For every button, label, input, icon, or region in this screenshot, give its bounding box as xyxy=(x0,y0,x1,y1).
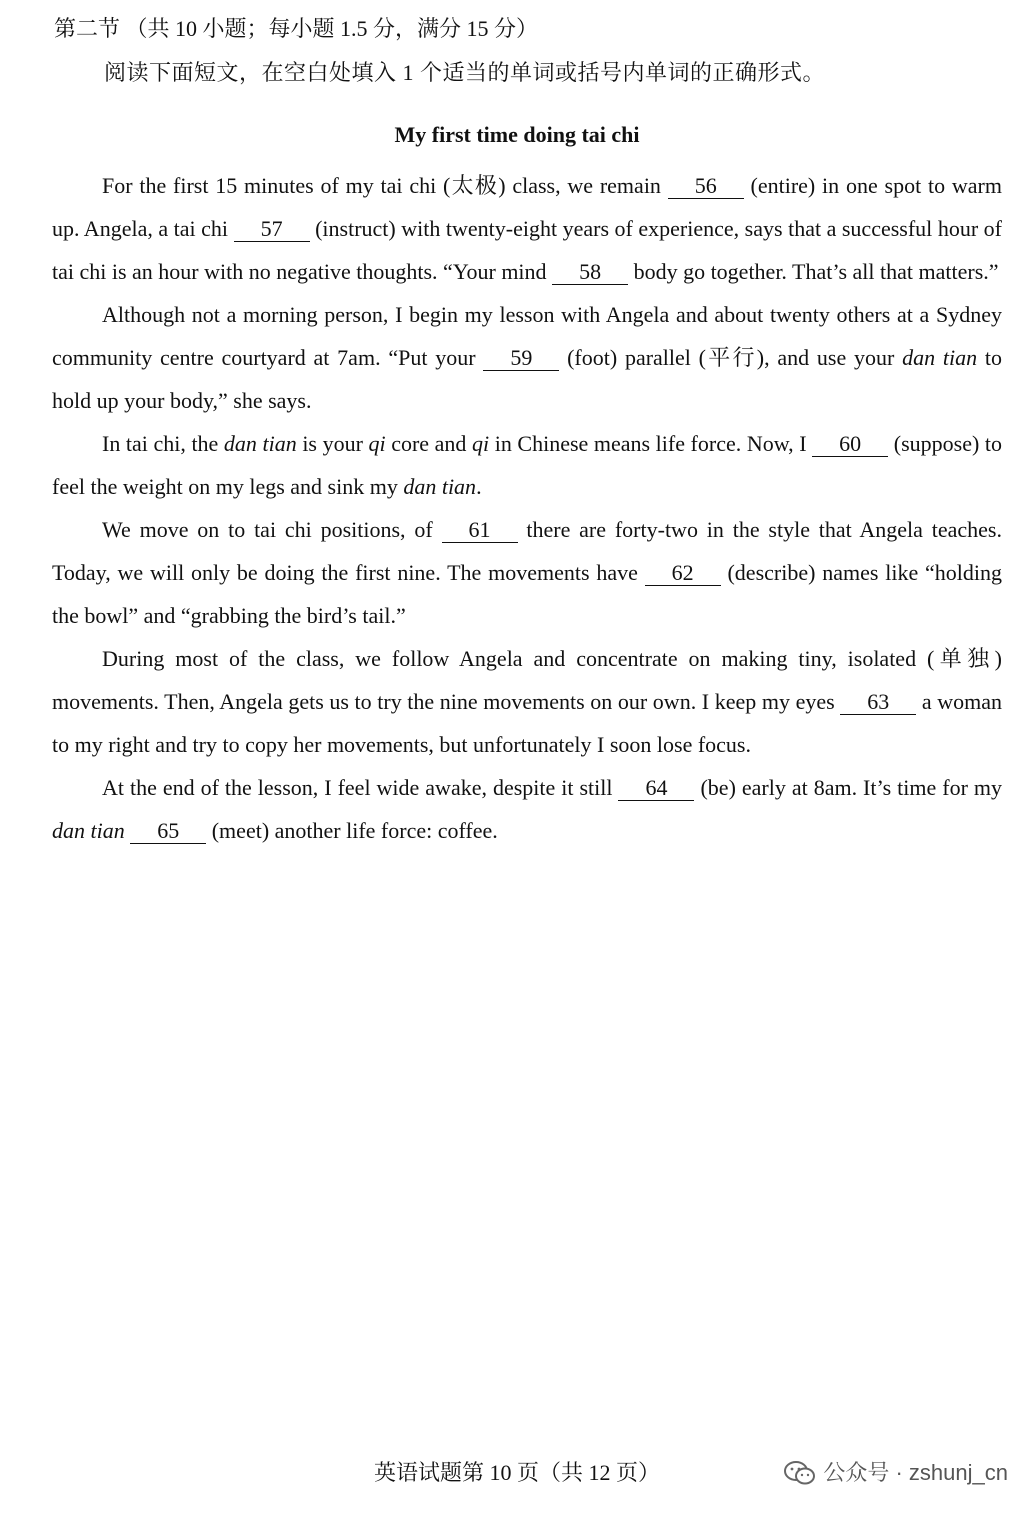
paragraph-6 xyxy=(52,766,1002,852)
blank-61[interactable]: 61 xyxy=(442,518,518,543)
text-run: is your xyxy=(296,431,369,456)
italic-term: qi xyxy=(368,431,386,456)
instruction-text: 阅读下面短文，在空白处填入 1 个适当的单词或括号内单词的正确形式。 xyxy=(104,60,826,85)
text-run: Although not a morning person, I begin my lesson with Angela and about twenty others at a Sydney community centre courtyard at 7am. “Put your xyxy=(52,302,1002,370)
paragraph-3 xyxy=(52,422,1002,508)
text-run: to hold up your body,” she says. xyxy=(52,345,1002,413)
text-run: (instruct) with twenty-eight years of experience, says that a successful hour of tai chi is an hour with no negative thoughts. “Your mind xyxy=(52,216,1002,284)
italic-term: dan tian xyxy=(403,474,477,499)
text-run: core and xyxy=(385,431,472,456)
paragraph-4 xyxy=(52,508,1002,637)
text-run: . xyxy=(476,474,482,499)
text-run: At the end of the lesson, I feel wide awake, despite it still xyxy=(102,775,619,800)
text-run: For the first 15 minutes of my tai chi (太极) class, we remain xyxy=(102,173,668,198)
page-footer: 英语试题第 10 页（共 12 页） xyxy=(373,1460,660,1485)
blank-62[interactable]: 62 xyxy=(645,561,721,586)
passage-title: My first time doing tai chi xyxy=(394,122,640,147)
text-run: We move on to tai chi positions, of xyxy=(102,517,442,542)
blank-60[interactable]: 60 xyxy=(812,432,888,457)
text-run: (meet) another life force: coffee. xyxy=(206,818,498,843)
italic-term: qi xyxy=(472,431,490,456)
text-run: (foot) parallel (平行), and use your xyxy=(559,345,903,370)
section-header: 第二节 （共 10 小题；每小题 1.5 分，满分 15 分） xyxy=(54,16,539,41)
paragraph-1 xyxy=(52,164,1002,293)
text-run: During most of the class, we follow Angela and concentrate on making tiny, isolated (单独) movements. Then, Angela gets us to try the nine movements on our own. I keep my eyes xyxy=(52,646,1002,714)
wechat-icon xyxy=(783,1460,817,1486)
blank-56[interactable]: 56 xyxy=(668,174,744,199)
text-run: In tai chi, the xyxy=(102,431,224,456)
text-run: (be) early at 8am. It’s time for my xyxy=(694,775,1003,800)
paragraph-5 xyxy=(52,637,1002,766)
text-run: a woman to my right and try to copy her movements, but unfortunately I soon lose focus. xyxy=(52,689,1002,757)
passage-body xyxy=(52,164,1002,852)
watermark-text: 公众号 · zshunj_cn xyxy=(823,1460,1008,1485)
blank-64[interactable]: 64 xyxy=(618,776,694,801)
blank-63[interactable]: 63 xyxy=(840,690,916,715)
italic-term: dan tian xyxy=(223,431,297,456)
text-run: there are forty-two in the style that Angela teaches. Today, we will only be doing the first nine. The movements have xyxy=(52,517,1002,585)
watermark xyxy=(783,1456,1008,1490)
text-run: (describe) names like “holding the bowl” and “grabbing the bird’s tail.” xyxy=(52,560,1002,628)
blank-59[interactable]: 59 xyxy=(483,346,559,371)
paragraph-2 xyxy=(52,293,1002,422)
blank-65[interactable]: 65 xyxy=(130,819,206,844)
text-run: (suppose) to feel the weight on my legs and sink my xyxy=(52,431,1002,499)
italic-term: dan tian xyxy=(902,345,978,370)
italic-term: dan tian xyxy=(52,818,125,843)
text-run: body go together. That’s all that matters.” xyxy=(628,259,999,284)
text-run: (entire) in one spot to warm up. Angela, a tai chi xyxy=(52,173,1002,241)
text-run: in Chinese means life force. Now, I xyxy=(489,431,813,456)
blank-57[interactable]: 57 xyxy=(234,217,310,242)
blank-58[interactable]: 58 xyxy=(552,260,628,285)
